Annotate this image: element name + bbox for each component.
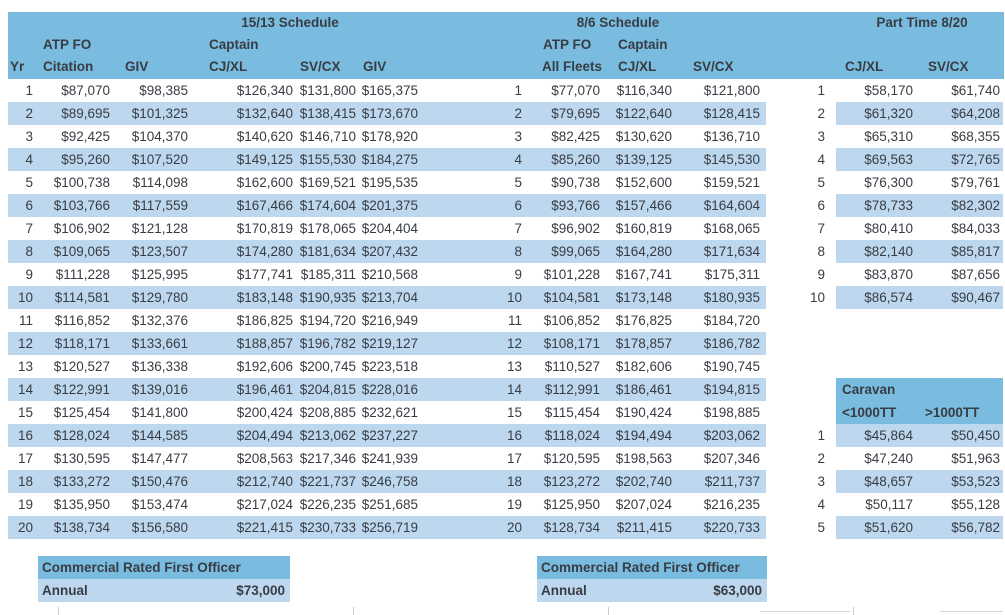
year-cell: 15 (506, 405, 522, 420)
value-cell: $55,128 (951, 497, 1000, 512)
year-cell: 17 (17, 451, 33, 466)
year-cell: 19 (17, 497, 33, 512)
value-cell: $51,963 (951, 451, 1000, 466)
gridline-tick (853, 607, 854, 615)
value-cell: $77,070 (551, 83, 600, 98)
value-cell: $168,065 (703, 221, 760, 236)
value-cell: $171,634 (703, 244, 760, 259)
value-cell: $96,902 (551, 221, 600, 236)
value-cell: $185,311 (300, 267, 356, 282)
value-cell: $184,275 (361, 152, 418, 167)
value-cell: $198,563 (615, 451, 672, 466)
group-header-captain-15-13: Captain (209, 37, 259, 52)
year-cell: 1 (514, 83, 522, 98)
value-cell: $86,574 (864, 290, 913, 305)
year-cell: 5 (817, 175, 825, 190)
header-band (8, 12, 1004, 79)
value-cell: $87,070 (61, 83, 110, 98)
value-cell: $50,450 (951, 428, 1000, 443)
value-cell: $122,640 (615, 106, 672, 121)
year-cell: 4 (514, 152, 522, 167)
value-cell: $144,585 (131, 428, 188, 443)
group-header-atp-fo-15-13: ATP FO (43, 37, 92, 52)
value-cell: $112,991 (544, 382, 600, 397)
year-cell: 17 (506, 451, 522, 466)
year-cell: 9 (25, 267, 33, 282)
value-cell: $181,634 (299, 244, 356, 259)
year-cell: 11 (507, 313, 522, 328)
value-cell: $87,656 (951, 267, 1000, 282)
value-cell: $200,745 (299, 359, 356, 374)
value-cell: $194,720 (299, 313, 356, 328)
value-cell: $145,530 (703, 152, 760, 167)
value-cell: $141,800 (131, 405, 188, 420)
value-cell: $216,235 (703, 497, 760, 512)
year-cell: 6 (514, 198, 522, 213)
year-cell: 18 (506, 474, 522, 489)
value-cell: $177,741 (236, 267, 293, 282)
column-header-svcx-part-time: SV/CX (928, 59, 969, 74)
year-cell: 14 (506, 382, 522, 397)
value-cell: $100,738 (53, 175, 110, 190)
value-cell: $184,720 (703, 313, 760, 328)
value-cell: $230,733 (299, 520, 356, 535)
value-cell: $170,819 (236, 221, 293, 236)
value-cell: $110,527 (544, 359, 600, 374)
year-cell: 9 (817, 267, 825, 282)
value-cell: $190,424 (615, 405, 672, 420)
value-cell: $223,518 (361, 359, 418, 374)
year-cell: 12 (17, 336, 33, 351)
commercial-fo-annual-row-8-6 (537, 579, 767, 602)
value-cell: $58,170 (864, 83, 913, 98)
value-cell: $128,734 (543, 520, 600, 535)
year-cell: 3 (25, 129, 33, 144)
value-cell: $204,815 (299, 382, 356, 397)
value-cell: $162,600 (236, 175, 293, 190)
value-cell: $190,745 (703, 359, 760, 374)
value-cell: $68,355 (951, 129, 1000, 144)
value-cell: $132,640 (236, 106, 293, 121)
value-cell: $126,340 (236, 83, 293, 98)
value-cell: $136,338 (131, 359, 188, 374)
value-cell: $123,272 (543, 474, 600, 489)
value-cell: $120,527 (53, 359, 110, 374)
value-cell: $117,559 (132, 198, 188, 213)
value-cell: $173,148 (615, 290, 672, 305)
value-cell: $129,780 (131, 290, 188, 305)
column-header-under-1000tt: <1000TT (842, 405, 897, 420)
caravan-column-headers (836, 401, 1003, 424)
year-cell: 13 (17, 359, 33, 374)
value-cell: $61,320 (864, 106, 913, 121)
value-cell: $95,260 (61, 152, 110, 167)
value-cell: $175,311 (704, 267, 760, 282)
value-cell: $64,208 (951, 106, 1000, 121)
value-cell: $140,620 (236, 129, 293, 144)
value-cell: $160,819 (615, 221, 672, 236)
year-cell: 20 (506, 520, 522, 535)
year-cell: 3 (817, 474, 825, 489)
part-time-title: Part Time 8/20 (876, 15, 968, 30)
value-cell: $192,606 (236, 359, 293, 374)
value-cell: $125,454 (53, 405, 110, 420)
year-cell: 1 (817, 428, 825, 443)
commercial-fo-annual-value-15-13: $73,000 (236, 583, 285, 598)
value-cell: $47,240 (864, 451, 913, 466)
value-cell: $53,523 (951, 474, 1000, 489)
value-cell: $149,125 (236, 152, 293, 167)
value-cell: $118,024 (544, 428, 600, 443)
value-cell: $208,563 (236, 451, 293, 466)
commercial-fo-annual-value-8-6: $63,000 (713, 583, 762, 598)
value-cell: $50,117 (865, 497, 913, 512)
value-cell: $109,065 (53, 244, 110, 259)
value-cell: $76,300 (864, 175, 913, 190)
value-cell: $194,815 (703, 382, 760, 397)
value-cell: $133,661 (131, 336, 188, 351)
value-cell: $123,507 (131, 244, 188, 259)
value-cell: $256,719 (361, 520, 418, 535)
value-cell: $217,346 (299, 451, 356, 466)
value-cell: $221,415 (236, 520, 293, 535)
year-cell: 14 (17, 382, 33, 397)
value-cell: $251,685 (361, 497, 418, 512)
gridline-tick (353, 607, 354, 615)
commercial-fo-title-15-13: Commercial Rated First Officer (38, 556, 290, 579)
year-cell: 12 (506, 336, 522, 351)
value-cell: $167,741 (615, 267, 672, 282)
value-cell: $208,885 (299, 405, 356, 420)
value-cell: $118,171 (54, 336, 110, 351)
year-cell: 3 (817, 129, 825, 144)
year-cell: 1 (817, 83, 825, 98)
column-header-over-1000tt: >1000TT (925, 405, 980, 420)
value-cell: $106,852 (543, 313, 600, 328)
value-cell: $210,568 (361, 267, 418, 282)
value-cell: $217,024 (236, 497, 293, 512)
value-cell: $79,695 (551, 106, 600, 121)
value-cell: $182,606 (615, 359, 672, 374)
value-cell: $122,991 (53, 382, 110, 397)
value-cell: $133,272 (53, 474, 110, 489)
year-cell: 10 (506, 290, 522, 305)
year-cell: 2 (25, 106, 33, 121)
year-cell: 6 (25, 198, 33, 213)
value-cell: $176,825 (615, 313, 672, 328)
group-header-captain-8-6: Captain (618, 37, 668, 52)
value-cell: $85,817 (951, 244, 1000, 259)
value-cell: $169,521 (299, 175, 356, 190)
value-cell: $207,024 (615, 497, 672, 512)
value-cell: $211,415 (616, 520, 672, 535)
value-cell: $101,228 (543, 267, 600, 282)
year-cell: 2 (514, 106, 522, 121)
value-cell: $232,621 (361, 405, 418, 420)
value-cell: $207,346 (703, 451, 760, 466)
value-cell: $90,738 (551, 175, 600, 190)
value-cell: $84,033 (951, 221, 1000, 236)
value-cell: $213,062 (299, 428, 356, 443)
value-cell: $51,620 (864, 520, 913, 535)
year-cell: 4 (817, 497, 825, 512)
value-cell: $92,425 (61, 129, 110, 144)
year-cell: 8 (817, 244, 825, 259)
value-cell: $61,740 (951, 83, 1000, 98)
value-cell: $183,148 (236, 290, 293, 305)
value-cell: $116,852 (54, 313, 110, 328)
year-cell: 6 (817, 198, 825, 213)
year-cell: 7 (514, 221, 522, 236)
commercial-fo-annual-label-15-13: Annual (42, 583, 88, 598)
value-cell: $139,016 (131, 382, 188, 397)
gridline-tick (760, 611, 850, 612)
year-cell: 9 (514, 267, 522, 282)
value-cell: $164,604 (703, 198, 760, 213)
value-cell: $186,825 (236, 313, 293, 328)
year-cell: 10 (17, 290, 33, 305)
value-cell: $107,520 (131, 152, 188, 167)
column-header-svcx-8-6: SV/CX (693, 59, 734, 74)
value-cell: $173,670 (361, 106, 418, 121)
value-cell: $138,734 (53, 520, 110, 535)
commercial-fo-annual-row-15-13 (38, 579, 290, 602)
value-cell: $156,580 (131, 520, 188, 535)
value-cell: $128,024 (53, 428, 110, 443)
year-cell: 3 (514, 129, 522, 144)
commercial-fo-title-8-6: Commercial Rated First Officer (537, 556, 767, 579)
value-cell: $114,098 (132, 175, 188, 190)
value-cell: $90,467 (951, 290, 1000, 305)
year-cell: 5 (25, 175, 33, 190)
year-cell: 4 (25, 152, 33, 167)
value-cell: $78,733 (864, 198, 913, 213)
value-cell: $221,737 (299, 474, 356, 489)
value-cell: $216,949 (361, 313, 418, 328)
value-cell: $128,415 (703, 106, 760, 121)
value-cell: $104,581 (543, 290, 600, 305)
value-cell: $226,235 (299, 497, 356, 512)
value-cell: $103,766 (53, 198, 110, 213)
value-cell: $237,227 (361, 428, 418, 443)
year-cell: 2 (817, 451, 825, 466)
year-cell: 18 (17, 474, 33, 489)
value-cell: $220,733 (703, 520, 760, 535)
value-cell: $153,474 (131, 497, 188, 512)
value-cell: $138,415 (299, 106, 356, 121)
value-cell: $108,171 (543, 336, 600, 351)
year-cell: 5 (817, 520, 825, 535)
value-cell: $135,950 (53, 497, 110, 512)
value-cell: $194,494 (615, 428, 672, 443)
column-header-cjxl-part-time: CJ/XL (845, 59, 884, 74)
gridline-tick (940, 611, 1003, 612)
value-cell: $150,476 (131, 474, 188, 489)
value-cell: $56,782 (951, 520, 1000, 535)
value-cell: $200,424 (236, 405, 293, 420)
caravan-header (836, 378, 1003, 401)
value-cell: $167,466 (236, 198, 293, 213)
value-cell: $69,563 (864, 152, 913, 167)
value-cell: $45,864 (864, 428, 913, 443)
column-header-yr: Yr (10, 59, 25, 74)
gridline-tick (58, 607, 59, 615)
value-cell: $111,228 (55, 267, 110, 282)
year-cell: 7 (817, 221, 825, 236)
value-cell: $48,657 (864, 474, 913, 489)
value-cell: $116,340 (616, 83, 672, 98)
value-cell: $121,800 (703, 83, 760, 98)
value-cell: $213,704 (361, 290, 418, 305)
year-cell: 15 (17, 405, 33, 420)
value-cell: $130,595 (53, 451, 110, 466)
value-cell: $83,870 (864, 267, 913, 282)
value-cell: $104,370 (131, 129, 188, 144)
year-cell: 16 (17, 428, 33, 443)
value-cell: $201,375 (361, 198, 418, 213)
value-cell: $125,995 (131, 267, 188, 282)
value-cell: $165,375 (361, 83, 418, 98)
value-cell: $82,302 (951, 198, 1000, 213)
value-cell: $195,535 (361, 175, 418, 190)
year-cell: 11 (18, 313, 33, 328)
value-cell: $164,280 (615, 244, 672, 259)
column-header-cjxl-15-13: CJ/XL (209, 59, 248, 74)
value-cell: $82,140 (864, 244, 913, 259)
schedule-15-13-title: 15/13 Schedule (241, 15, 339, 30)
value-cell: $211,737 (704, 474, 760, 489)
value-cell: $146,710 (299, 129, 356, 144)
value-cell: $130,620 (615, 129, 672, 144)
value-cell: $207,432 (361, 244, 418, 259)
year-cell: 8 (25, 244, 33, 259)
year-cell: 20 (17, 520, 33, 535)
year-cell: 16 (506, 428, 522, 443)
value-cell: $228,016 (361, 382, 418, 397)
year-cell: 4 (817, 152, 825, 167)
year-cell: 8 (514, 244, 522, 259)
gridline-tick (608, 607, 609, 615)
year-cell: 13 (506, 359, 522, 374)
value-cell: $174,604 (299, 198, 356, 213)
column-header-svcx-15-13: SV/CX (300, 59, 341, 74)
caravan-title: Caravan (842, 382, 896, 397)
value-cell: $241,939 (361, 451, 418, 466)
value-cell: $188,857 (236, 336, 293, 351)
year-cell: 5 (514, 175, 522, 190)
value-cell: $186,461 (615, 382, 672, 397)
value-cell: $203,062 (703, 428, 760, 443)
value-cell: $80,410 (864, 221, 913, 236)
value-cell: $246,758 (361, 474, 418, 489)
value-cell: $157,466 (615, 198, 672, 213)
value-cell: $196,461 (236, 382, 293, 397)
column-header-citation: Citation (43, 59, 94, 74)
value-cell: $219,127 (361, 336, 418, 351)
value-cell: $106,902 (53, 221, 110, 236)
value-cell: $72,765 (951, 152, 1000, 167)
value-cell: $79,761 (951, 175, 1000, 190)
group-header-atp-fo-8-6: ATP FO (543, 37, 592, 52)
value-cell: $180,935 (703, 290, 760, 305)
value-cell: $115,454 (544, 405, 600, 420)
value-cell: $212,740 (236, 474, 293, 489)
column-header-giv-captain: GIV (363, 59, 387, 74)
value-cell: $114,581 (54, 290, 110, 305)
year-cell: 7 (25, 221, 33, 236)
value-cell: $120,595 (543, 451, 600, 466)
value-cell: $178,857 (615, 336, 672, 351)
value-cell: $178,065 (299, 221, 356, 236)
value-cell: $65,310 (864, 129, 913, 144)
value-cell: $155,530 (299, 152, 356, 167)
value-cell: $204,404 (361, 221, 418, 236)
column-header-giv-fo: GIV (125, 59, 149, 74)
value-cell: $93,766 (551, 198, 600, 213)
column-header-cjxl-8-6: CJ/XL (618, 59, 657, 74)
value-cell: $178,920 (361, 129, 418, 144)
value-cell: $198,885 (703, 405, 760, 420)
value-cell: $99,065 (551, 244, 600, 259)
value-cell: $98,385 (139, 83, 188, 98)
year-cell: 1 (25, 83, 33, 98)
value-cell: $174,280 (236, 244, 293, 259)
value-cell: $132,376 (131, 313, 188, 328)
year-cell: 19 (506, 497, 522, 512)
value-cell: $147,477 (131, 451, 188, 466)
value-cell: $136,710 (703, 129, 760, 144)
value-cell: $125,950 (543, 497, 600, 512)
value-cell: $159,521 (703, 175, 760, 190)
value-cell: $204,494 (236, 428, 293, 443)
value-cell: $89,695 (61, 106, 110, 121)
value-cell: $101,325 (131, 106, 188, 121)
value-cell: $131,800 (299, 83, 356, 98)
year-cell: 10 (809, 290, 825, 305)
schedule-8-6-title: 8/6 Schedule (576, 15, 660, 30)
value-cell: $186,782 (703, 336, 760, 351)
value-cell: $190,935 (299, 290, 356, 305)
value-cell: $196,782 (299, 336, 356, 351)
value-cell: $202,740 (615, 474, 672, 489)
value-cell: $85,260 (551, 152, 600, 167)
year-cell: 2 (817, 106, 825, 121)
value-cell: $82,425 (551, 129, 600, 144)
value-cell: $152,600 (615, 175, 672, 190)
column-header-all-fleets: All Fleets (542, 59, 603, 74)
value-cell: $139,125 (615, 152, 672, 167)
value-cell: $121,128 (131, 221, 188, 236)
commercial-fo-annual-label-8-6: Annual (541, 583, 587, 598)
